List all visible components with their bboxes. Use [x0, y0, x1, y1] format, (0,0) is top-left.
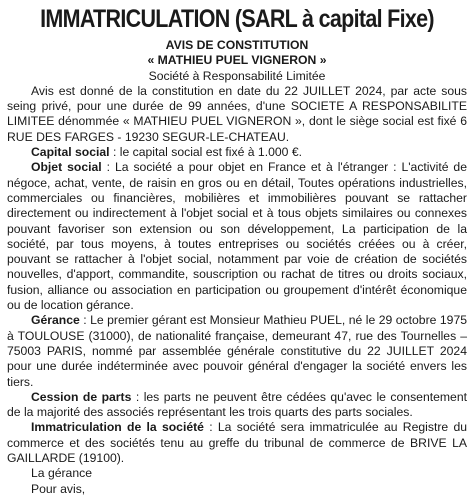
notice-title: AVIS DE CONSTITUTION — [165, 38, 309, 52]
cession-text: : les parts ne peuvent être cédées qu'avec le consentement de la majorité des associés représentant les trois quarts des parts sociales. — [7, 389, 467, 420]
cession-paragraph — [7, 390, 467, 421]
immatriculation-text: : La société sera immatriculée au Registre du commerce et des sociétés tenu au greffe du tribunal de commerce de BRIVE LA GAILLARDE (19100). — [7, 420, 467, 466]
closing-signature: La gérance — [31, 466, 92, 481]
company-name: « MATHIEU PUEL VIGNERON » — [147, 53, 327, 68]
immatriculation-label: Immatriculation de la société — [31, 420, 204, 435]
company-type: Société à Responsabilité Limitée — [148, 68, 326, 83]
headline: IMMATRICULATION (SARL à capital Fixe) — [40, 5, 434, 33]
capital-paragraph — [7, 145, 467, 160]
object-text: : La société a pour objet en France et à l'étranger : L'activité de négoce, achat, vente, de raisin en gros ou en détail, Toutes opérations industrielles, commerciales ou financières, mobilières et immobilières pouvant se rattacher directement ou indirectement à l'objet social et à tous objets similaires ou connexes pouvant favoriser son extension ou son développement, La participation de la société, par tous moyens, à toutes entreprises ou sociétés créées ou à créer, pouvant se rattacher à l'objet social, notamment par voie de création de sociétés nouvelles, d'apport, commandite, souscription ou rachat de titres ou droits sociaux, fusion, alliance ou association en participation ou groupement d'intérêt économique ou de location gérance. — [7, 160, 467, 313]
object-label: Objet social — [31, 160, 102, 175]
gerance-paragraph — [7, 313, 467, 389]
immatriculation-paragraph — [7, 420, 467, 466]
cession-label: Cession de parts — [31, 389, 132, 404]
gerance-label: Gérance — [31, 313, 80, 328]
object-paragraph — [7, 160, 467, 313]
closing-formula: Pour avis, — [31, 481, 86, 496]
intro-paragraph: Avis est donné de la constitution en date du 22 JUILLET 2024, par acte sous seing privé, pour une durée de 99 années, d'une SOCIETE A RESPONSABILITE LIMITEE dénommée « MATHIEU PUEL VIGNERON », dont le siège social est fixé 6 RUE DES FARGES - 19230 SEGUR-LE-CHATEAU. — [7, 83, 467, 144]
capital-label: Capital social — [31, 145, 110, 160]
gerance-text: : Le premier gérant est Monsieur Mathieu PUEL, né le 29 octobre 1975 à TOULOUSE (31000), de nationalité française, demeurant 47, rue des Tournelles – 75003 PARIS, nommé par assemblée générale constitutive du 22 JUILLET 2024 pour une durée indéterminée avec pouvoir général d'engager la société envers les tiers. — [7, 313, 467, 389]
capital-text: : le capital social est fixé à 1.000 €. — [109, 145, 302, 160]
